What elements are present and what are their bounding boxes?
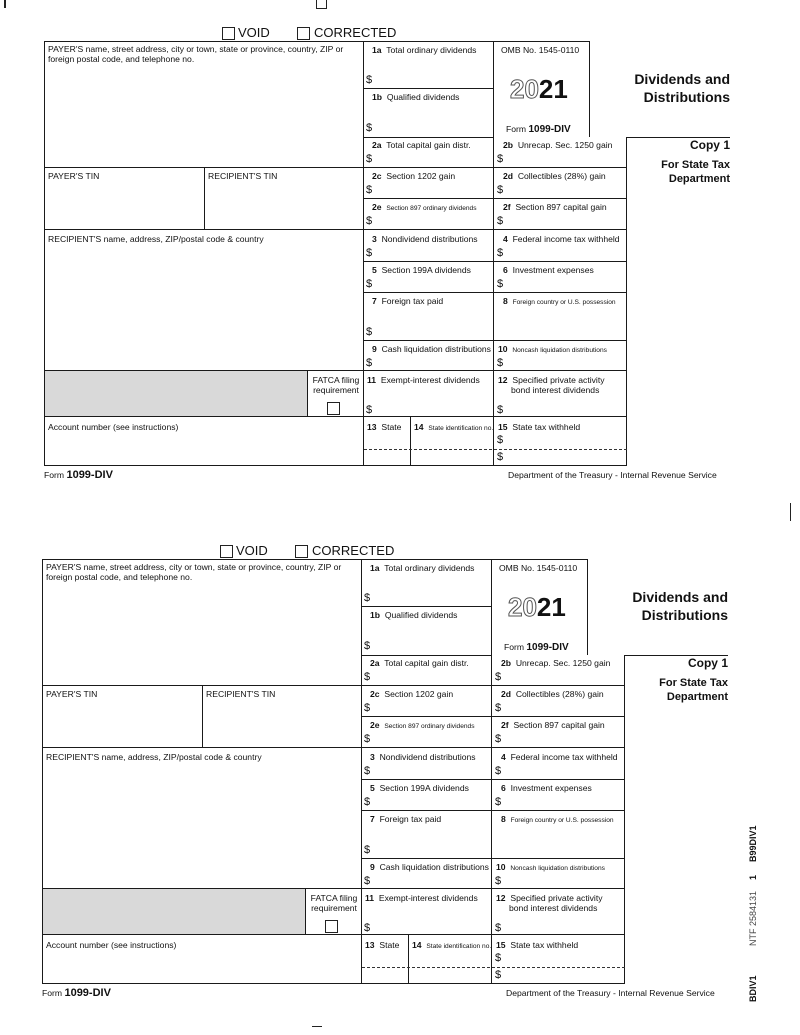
registration-mark <box>316 0 327 9</box>
box-6-dollar: $ <box>495 796 502 808</box>
box-3-dollar: $ <box>366 247 373 259</box>
box-9-dollar: $ <box>364 875 371 887</box>
box-2f-label: 2f Section 897 capital gain <box>501 720 605 730</box>
box-13-label: 13 State <box>367 422 402 432</box>
divider <box>362 655 492 656</box>
divider <box>202 685 203 747</box>
box-2c-dollar: $ <box>364 702 371 714</box>
box-5-dollar: $ <box>364 796 371 808</box>
payer-tin-label: PAYER'S TIN <box>46 689 98 699</box>
box-15-dollar-1: $ <box>495 952 502 964</box>
box-2c-dollar: $ <box>366 184 373 196</box>
divider <box>364 292 627 293</box>
fatca-label: FATCA filing requirement <box>310 893 358 913</box>
form-1099-div-bottom <box>0 540 798 1010</box>
box-2b-dollar: $ <box>495 671 502 683</box>
box-12-label: 12 Specified private activity bond interest dividends <box>498 375 605 395</box>
void-label: VOID <box>236 543 268 558</box>
box-8-label: 8 Foreign country or U.S. possession <box>503 296 616 306</box>
form-title: Dividends and Distributions <box>632 589 728 623</box>
box-column-1 <box>362 559 492 984</box>
fatca-checkbox[interactable] <box>327 402 340 415</box>
box-7-dollar: $ <box>364 844 371 856</box>
box-1b-dollar: $ <box>366 122 373 134</box>
divider <box>362 779 625 780</box>
omb-number: OMB No. 1545-0110 <box>501 45 580 55</box>
tax-year: 2021 <box>508 592 566 622</box>
box-15-dollar-2: $ <box>495 969 502 981</box>
box-2e-dollar: $ <box>364 733 371 745</box>
divider <box>44 416 364 417</box>
copy-label: Copy 1 <box>687 656 728 670</box>
divider <box>494 340 627 341</box>
side-code-1: 1 <box>748 874 758 880</box>
box-2a-dollar: $ <box>366 153 373 165</box>
box-2a-label: 2a Total capital gain distr. <box>372 140 471 150</box>
box-2d-dollar: $ <box>495 702 502 714</box>
divider <box>204 167 205 229</box>
box-2b-label: 2b Unrecap. Sec. 1250 gain <box>501 658 611 668</box>
divider <box>364 340 494 341</box>
box-2a-label: 2a Total capital gain distr. <box>370 658 469 668</box>
corrected-checkbox[interactable] <box>295 545 308 558</box>
box-11-dollar: $ <box>366 404 373 416</box>
box-2b-label: 2b Unrecap. Sec. 1250 gain <box>503 140 613 150</box>
box-2a-dollar: $ <box>364 671 371 683</box>
box-3-label: 3 Nondividend distributions <box>372 234 478 244</box>
divider <box>364 370 627 371</box>
box-3-dollar: $ <box>364 765 371 777</box>
divider <box>362 934 625 935</box>
divider <box>364 137 494 138</box>
form-1099-div-top <box>0 22 800 492</box>
divider <box>364 167 627 168</box>
box-10-label: 10 Noncash liquidation distributions <box>496 862 605 872</box>
box-5-label: 5 Section 199A dividends <box>370 783 469 793</box>
box-9-dollar: $ <box>366 357 373 369</box>
box-6-dollar: $ <box>497 278 504 290</box>
side-code-ntf: NTF 2584131 <box>748 890 758 946</box>
box-2f-dollar: $ <box>495 733 502 745</box>
box-2e-label: 2e Section 897 ordinary dividends <box>370 720 475 730</box>
box-4-dollar: $ <box>495 765 502 777</box>
fatca-checkbox[interactable] <box>325 920 338 933</box>
box-14-label: 14 State identification no. <box>414 422 494 432</box>
divider <box>364 198 627 199</box>
recipient-tin-label: RECIPIENT'S TIN <box>206 689 276 699</box>
box-14-label: 14 State identification no. <box>412 940 492 950</box>
divider <box>42 747 362 748</box>
box-2e-dollar: $ <box>366 215 373 227</box>
box-15-dollar-1: $ <box>497 434 504 446</box>
box-11-dollar: $ <box>364 922 371 934</box>
box-12-dollar: $ <box>497 404 504 416</box>
divider <box>364 88 494 89</box>
divider <box>362 747 625 748</box>
divider <box>410 416 411 466</box>
box-9-label: 9 Cash liquidation distributions <box>372 344 491 354</box>
box-2f-label: 2f Section 897 capital gain <box>503 202 607 212</box>
box-15-dollar-2: $ <box>497 451 504 463</box>
box-15-label: 15 State tax withheld <box>498 422 581 432</box>
void-checkbox[interactable] <box>222 27 235 40</box>
copy-subtitle: For State Tax Department <box>661 159 730 185</box>
divider <box>362 606 492 607</box>
registration-mark <box>790 503 791 521</box>
box-column-1 <box>364 41 494 466</box>
divider <box>305 888 306 934</box>
corrected-label: CORRECTED <box>314 25 397 40</box>
copy-subtitle: For State Tax Department <box>659 677 728 703</box>
form-footer-left: Form 1099-DIV <box>44 469 113 481</box>
box-10-dollar: $ <box>495 875 502 887</box>
box-6-label: 6 Investment expenses <box>503 265 594 275</box>
form-footer-left: Form 1099-DIV <box>42 987 111 999</box>
divider <box>362 716 625 717</box>
footer-department: Department of the Treasury - Internal Revenue Service <box>508 470 717 480</box>
state-dashed-line <box>362 967 625 968</box>
tax-year: 2021 <box>510 74 568 104</box>
shaded-area <box>45 371 307 416</box>
box-2c-label: 2c Section 1202 gain <box>372 171 456 181</box>
corrected-checkbox[interactable] <box>297 27 310 40</box>
box-4-dollar: $ <box>497 247 504 259</box>
box-4-label: 4 Federal income tax withheld <box>501 752 618 762</box>
box-1b-dollar: $ <box>364 640 371 652</box>
recipient-name-label: RECIPIENT'S name, address, ZIP/postal code & country <box>48 234 264 244</box>
box-1a-dollar: $ <box>364 592 371 604</box>
box-11-label: 11 Exempt-interest dividends <box>365 893 478 903</box>
account-number-label: Account number (see instructions) <box>48 422 179 432</box>
box-11-label: 11 Exempt-interest dividends <box>367 375 480 385</box>
box-1b-label: 1b Qualified dividends <box>370 610 458 620</box>
recipient-name-label: RECIPIENT'S name, address, ZIP/postal code & country <box>46 752 262 762</box>
divider <box>362 810 625 811</box>
fatca-label: FATCA filing requirement <box>312 375 360 395</box>
registration-mark <box>4 0 6 8</box>
payer-name-label: PAYER'S name, street address, city or town, state or province, country, ZIP or foreign postal code, and telephone no. <box>46 562 342 582</box>
form-number-box: Form 1099-DIV <box>506 124 571 135</box>
box-2f-dollar: $ <box>497 215 504 227</box>
omb-number: OMB No. 1545-0110 <box>499 563 578 573</box>
divider <box>492 858 625 859</box>
divider <box>364 416 627 417</box>
box-7-label: 7 Foreign tax paid <box>370 814 442 824</box>
registration-mark <box>312 1026 322 1027</box>
divider <box>362 888 625 889</box>
payer-name-label: PAYER'S name, street address, city or town, state or province, country, ZIP or foreign postal code, and telephone no. <box>48 44 344 64</box>
void-checkbox[interactable] <box>220 545 233 558</box>
box-15-label: 15 State tax withheld <box>496 940 579 950</box>
side-code-bdiv1: BDIV1 <box>748 975 758 1002</box>
box-9-label: 9 Cash liquidation distributions <box>370 862 489 872</box>
box-7-dollar: $ <box>366 326 373 338</box>
box-2b-dollar: $ <box>497 153 504 165</box>
box-12-dollar: $ <box>495 922 502 934</box>
box-5-label: 5 Section 199A dividends <box>372 265 471 275</box>
state-dashed-line <box>364 449 627 450</box>
box-8-label: 8 Foreign country or U.S. possession <box>501 814 614 824</box>
box-13-label: 13 State <box>365 940 400 950</box>
box-5-dollar: $ <box>366 278 373 290</box>
box-3-label: 3 Nondividend distributions <box>370 752 476 762</box>
copy-label: Copy 1 <box>689 138 730 152</box>
divider <box>307 370 308 416</box>
divider <box>42 934 362 935</box>
form-title: Dividends and Distributions <box>634 71 730 105</box>
account-number-label: Account number (see instructions) <box>46 940 177 950</box>
box-4-label: 4 Federal income tax withheld <box>503 234 620 244</box>
box-1a-label: 1a Total ordinary dividends <box>370 563 475 573</box>
box-2c-label: 2c Section 1202 gain <box>370 689 454 699</box>
box-12-label: 12 Specified private activity bond interest dividends <box>496 893 603 913</box>
payer-tin-label: PAYER'S TIN <box>48 171 100 181</box>
form-number-box: Form 1099-DIV <box>504 642 569 653</box>
box-7-label: 7 Foreign tax paid <box>372 296 444 306</box>
box-2d-dollar: $ <box>497 184 504 196</box>
divider <box>408 934 409 984</box>
box-1b-label: 1b Qualified dividends <box>372 92 460 102</box>
box-10-dollar: $ <box>497 357 504 369</box>
box-2d-label: 2d Collectibles (28%) gain <box>501 689 604 699</box>
box-2e-label: 2e Section 897 ordinary dividends <box>372 202 477 212</box>
box-6-label: 6 Investment expenses <box>501 783 592 793</box>
side-code-b99div1: B99DIV1 <box>748 825 758 862</box>
box-2d-label: 2d Collectibles (28%) gain <box>503 171 606 181</box>
divider <box>44 229 364 230</box>
shaded-area <box>43 889 305 934</box>
divider <box>364 261 627 262</box>
box-10-label: 10 Noncash liquidation distributions <box>498 344 607 354</box>
recipient-tin-label: RECIPIENT'S TIN <box>208 171 278 181</box>
box-1a-label: 1a Total ordinary dividends <box>372 45 477 55</box>
divider <box>362 858 492 859</box>
corrected-label: CORRECTED <box>312 543 395 558</box>
void-label: VOID <box>238 25 270 40</box>
divider <box>364 229 627 230</box>
footer-department: Department of the Treasury - Internal Revenue Service <box>506 988 715 998</box>
divider <box>362 685 625 686</box>
box-1a-dollar: $ <box>366 74 373 86</box>
